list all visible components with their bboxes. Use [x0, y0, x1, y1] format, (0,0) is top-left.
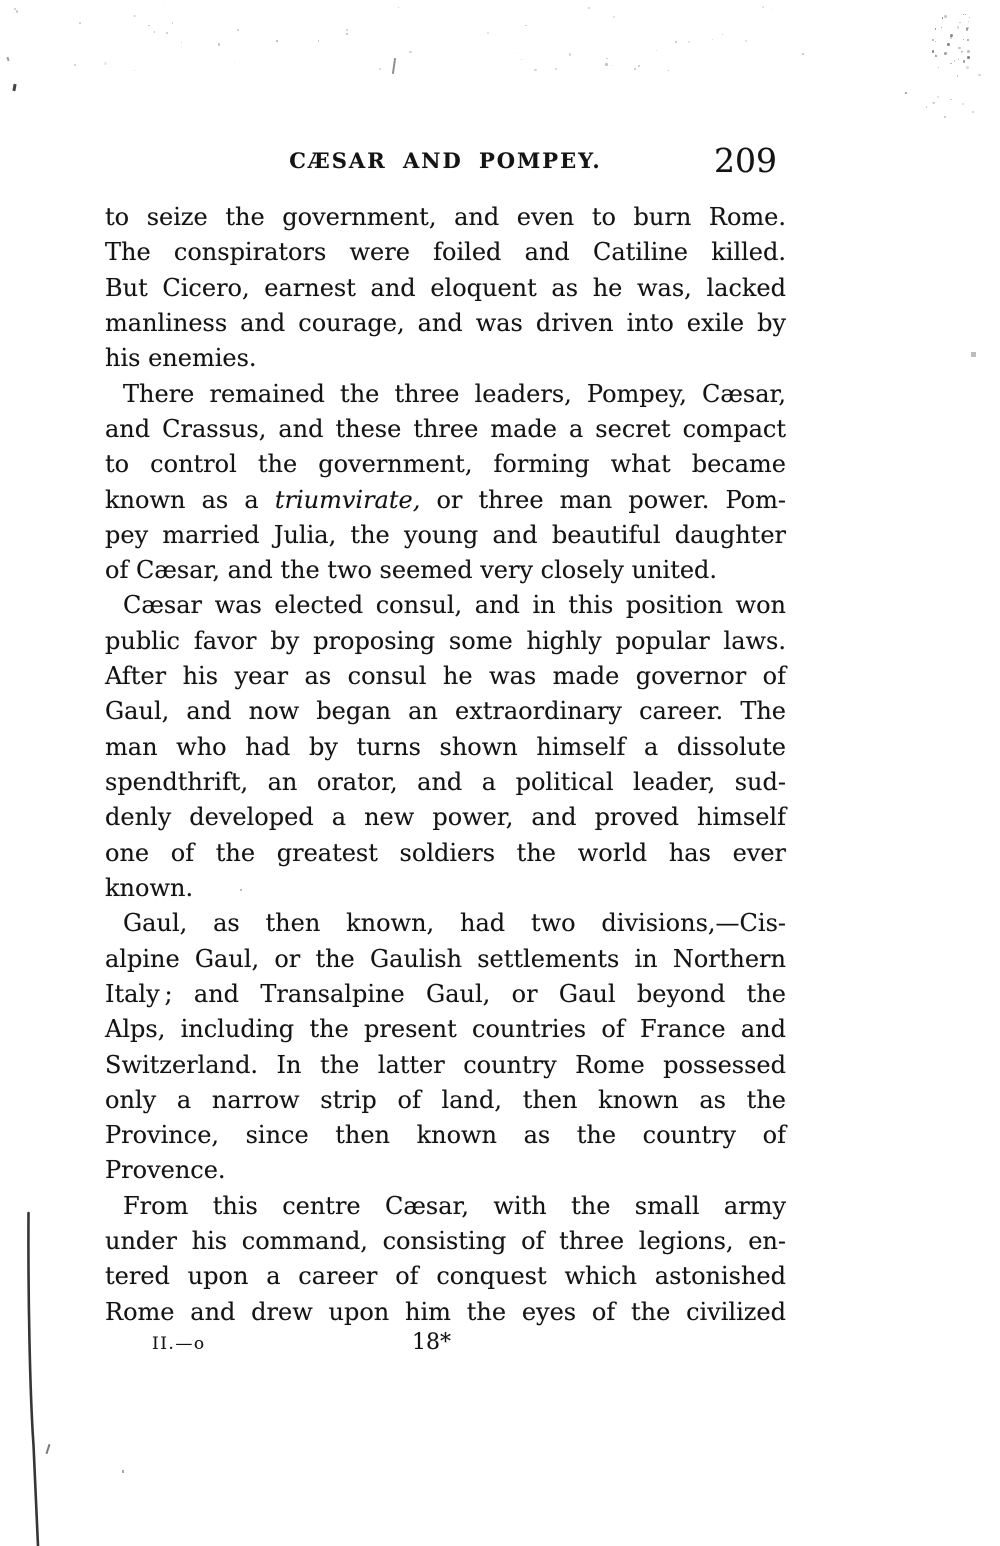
speck: [346, 29, 348, 31]
speck: [961, 52, 962, 53]
text-line: Provence.: [105, 1156, 226, 1185]
speck: [517, 53, 518, 54]
text-line: one of the greatest soldiers the world has ever: [105, 838, 786, 867]
text-line: of Cæsar, and the two seemed very closely united.: [105, 556, 718, 585]
speck: [237, 29, 239, 31]
speck: [14, 8, 16, 10]
speck: [521, 59, 523, 61]
scan-mark: [6, 57, 9, 61]
speck: [346, 33, 348, 35]
speck: [935, 54, 936, 55]
speck: [675, 41, 677, 43]
speck: [968, 21, 969, 22]
speck: [967, 39, 969, 41]
speck: [688, 41, 689, 42]
speck: [966, 28, 969, 31]
speck: [611, 65, 612, 66]
speck: [668, 70, 669, 71]
text-line: Gaul, and now began an extraordinary career. The: [105, 697, 786, 726]
speck: [762, 6, 764, 8]
text-line: Switzerland. In the latter country Rome possessed: [105, 1050, 786, 1079]
text-line: pey married Julia, the young and beautiful daughter: [105, 520, 786, 549]
speck: [525, 25, 527, 27]
speck: [148, 25, 150, 27]
scan-edge-line: [0, 1205, 60, 1546]
speck: [638, 65, 640, 67]
speck: [944, 116, 945, 117]
speck: [958, 59, 959, 60]
speck: [935, 41, 936, 42]
speck: [569, 53, 572, 56]
text-line: [105, 483, 786, 518]
speck: [972, 111, 974, 113]
text-line: alpine Gaul, or the Gaulish settlements in Northern: [105, 944, 786, 973]
speck: [634, 68, 636, 70]
paragraph: [105, 200, 786, 377]
speck: [944, 52, 947, 55]
text-line: The conspirators were foiled and Catiline killed.: [105, 238, 786, 267]
speck: [942, 17, 943, 18]
speck: [963, 60, 966, 63]
speck: [712, 39, 713, 40]
paragraph: [105, 588, 786, 906]
speck: [802, 53, 804, 55]
text-line: Province, since then known as the country of: [105, 1121, 786, 1150]
speck: [950, 34, 953, 37]
speck: [166, 32, 168, 34]
speck: [935, 55, 937, 57]
text-line: tered upon a career of conquest which astonished: [105, 1262, 786, 1291]
text-line: After his year as consul he was made governor of: [105, 662, 786, 691]
scan-mark: [971, 352, 976, 357]
speck: [104, 62, 107, 65]
speck: [172, 22, 174, 24]
text-line: denly developed a new power, and proved himself: [105, 803, 786, 832]
page-body: [105, 200, 786, 1330]
volume-signature: II.—o: [152, 1334, 206, 1354]
speck: [937, 96, 939, 98]
speck: [933, 102, 935, 104]
speck: [954, 60, 956, 62]
speck: [958, 47, 960, 49]
speck: [965, 14, 966, 15]
text-line: But Cicero, earnest and eloquent as he was, lacked: [105, 273, 786, 302]
speck: [398, 7, 399, 8]
text-line: public favor by proposing some highly popular laws.: [105, 626, 786, 655]
speck: [967, 56, 970, 59]
speck: [656, 50, 657, 51]
speck: [181, 46, 182, 47]
text-line: Gaul, as then known, had two divisions,—Cis-: [123, 909, 786, 938]
section-signature: 18*: [412, 1330, 451, 1355]
speck: [957, 75, 959, 77]
text-line: to control the government, forming what became: [105, 450, 786, 479]
speck: [134, 70, 136, 72]
speck: [957, 26, 959, 28]
speck: [409, 51, 411, 53]
text-line: only a narrow strip of land, then known as the: [105, 1085, 786, 1114]
text-segment: or three man power. Pom-: [420, 485, 786, 514]
speck: [318, 40, 319, 41]
speck: [613, 16, 615, 18]
speck: [950, 36, 953, 39]
italic-text: triumvirate,: [274, 485, 421, 514]
speck: [962, 103, 964, 105]
speck: [79, 22, 81, 24]
scan-mark: [122, 1470, 124, 1473]
text-line: Italy ; and Transalpine Gaul, or Gaul beyond the: [105, 979, 786, 1008]
speck: [588, 7, 590, 9]
text-line: under his command, consisting of three legions, en-: [105, 1227, 786, 1256]
speck: [487, 32, 489, 34]
text-line: man who had by turns shown himself a dissolute: [105, 732, 786, 761]
text-line: spendthrift, an orator, and a political leader, sud-: [105, 768, 786, 796]
speck: [935, 28, 937, 30]
speck: [218, 43, 220, 45]
text-line: Rome and drew upon him the eyes of the civilized: [105, 1297, 786, 1326]
speck: [163, 6, 164, 7]
speck: [181, 42, 183, 44]
speck: [771, 9, 772, 10]
text-segment: known as a: [105, 485, 275, 514]
speck: [966, 27, 968, 29]
text-line: known.: [105, 873, 194, 902]
page-number: 209: [714, 141, 777, 180]
text-line: his enemies.: [105, 344, 257, 373]
speck: [534, 69, 536, 71]
paragraph: [105, 1189, 786, 1330]
speck: [944, 15, 947, 18]
speck: [234, 62, 235, 63]
speck: [932, 39, 934, 41]
speck: [959, 22, 961, 24]
speck: [926, 106, 928, 108]
text-line: to seize the government, and even to burn Rome.: [105, 203, 786, 231]
text-line: Alps, including the present countries of France and: [105, 1015, 786, 1044]
speck: [16, 10, 19, 13]
speck: [950, 99, 952, 101]
speck: [966, 66, 969, 69]
speck: [133, 15, 135, 17]
scan-mark: [12, 84, 16, 91]
speck: [967, 50, 970, 53]
speck: [555, 68, 558, 71]
scan-mark: [392, 58, 396, 74]
text-line: Cæsar was elected consul, and in this position won: [123, 591, 786, 620]
paragraph: [105, 377, 786, 589]
speck: [969, 17, 970, 18]
speck: [978, 74, 980, 76]
speck: [932, 102, 933, 103]
text-line: From this centre Cæsar, with the small army: [123, 1191, 786, 1220]
text-line: manliness and courage, and was driven into exile by: [105, 308, 786, 337]
speck: [961, 51, 963, 53]
speck: [950, 63, 952, 65]
speck: [606, 58, 608, 60]
running-head: CÆSAR AND POMPEY.: [289, 148, 602, 173]
speck: [74, 64, 76, 66]
speck: [154, 31, 155, 32]
speck: [379, 68, 381, 70]
speck: [276, 40, 277, 41]
speck: [938, 67, 940, 69]
speck: [605, 63, 608, 66]
text-line: There remained the three leaders, Pompey, Cæsar,: [123, 379, 786, 408]
speck: [745, 40, 747, 42]
speck: [722, 34, 723, 35]
speck: [932, 50, 935, 53]
speck: [963, 14, 964, 15]
scan-mark: [905, 92, 907, 94]
text-line: and Crassus, and these three made a secret compact: [105, 414, 786, 443]
speck: [963, 39, 964, 40]
paragraph: [105, 906, 786, 1189]
speck: [941, 27, 942, 28]
speck: [947, 43, 949, 45]
